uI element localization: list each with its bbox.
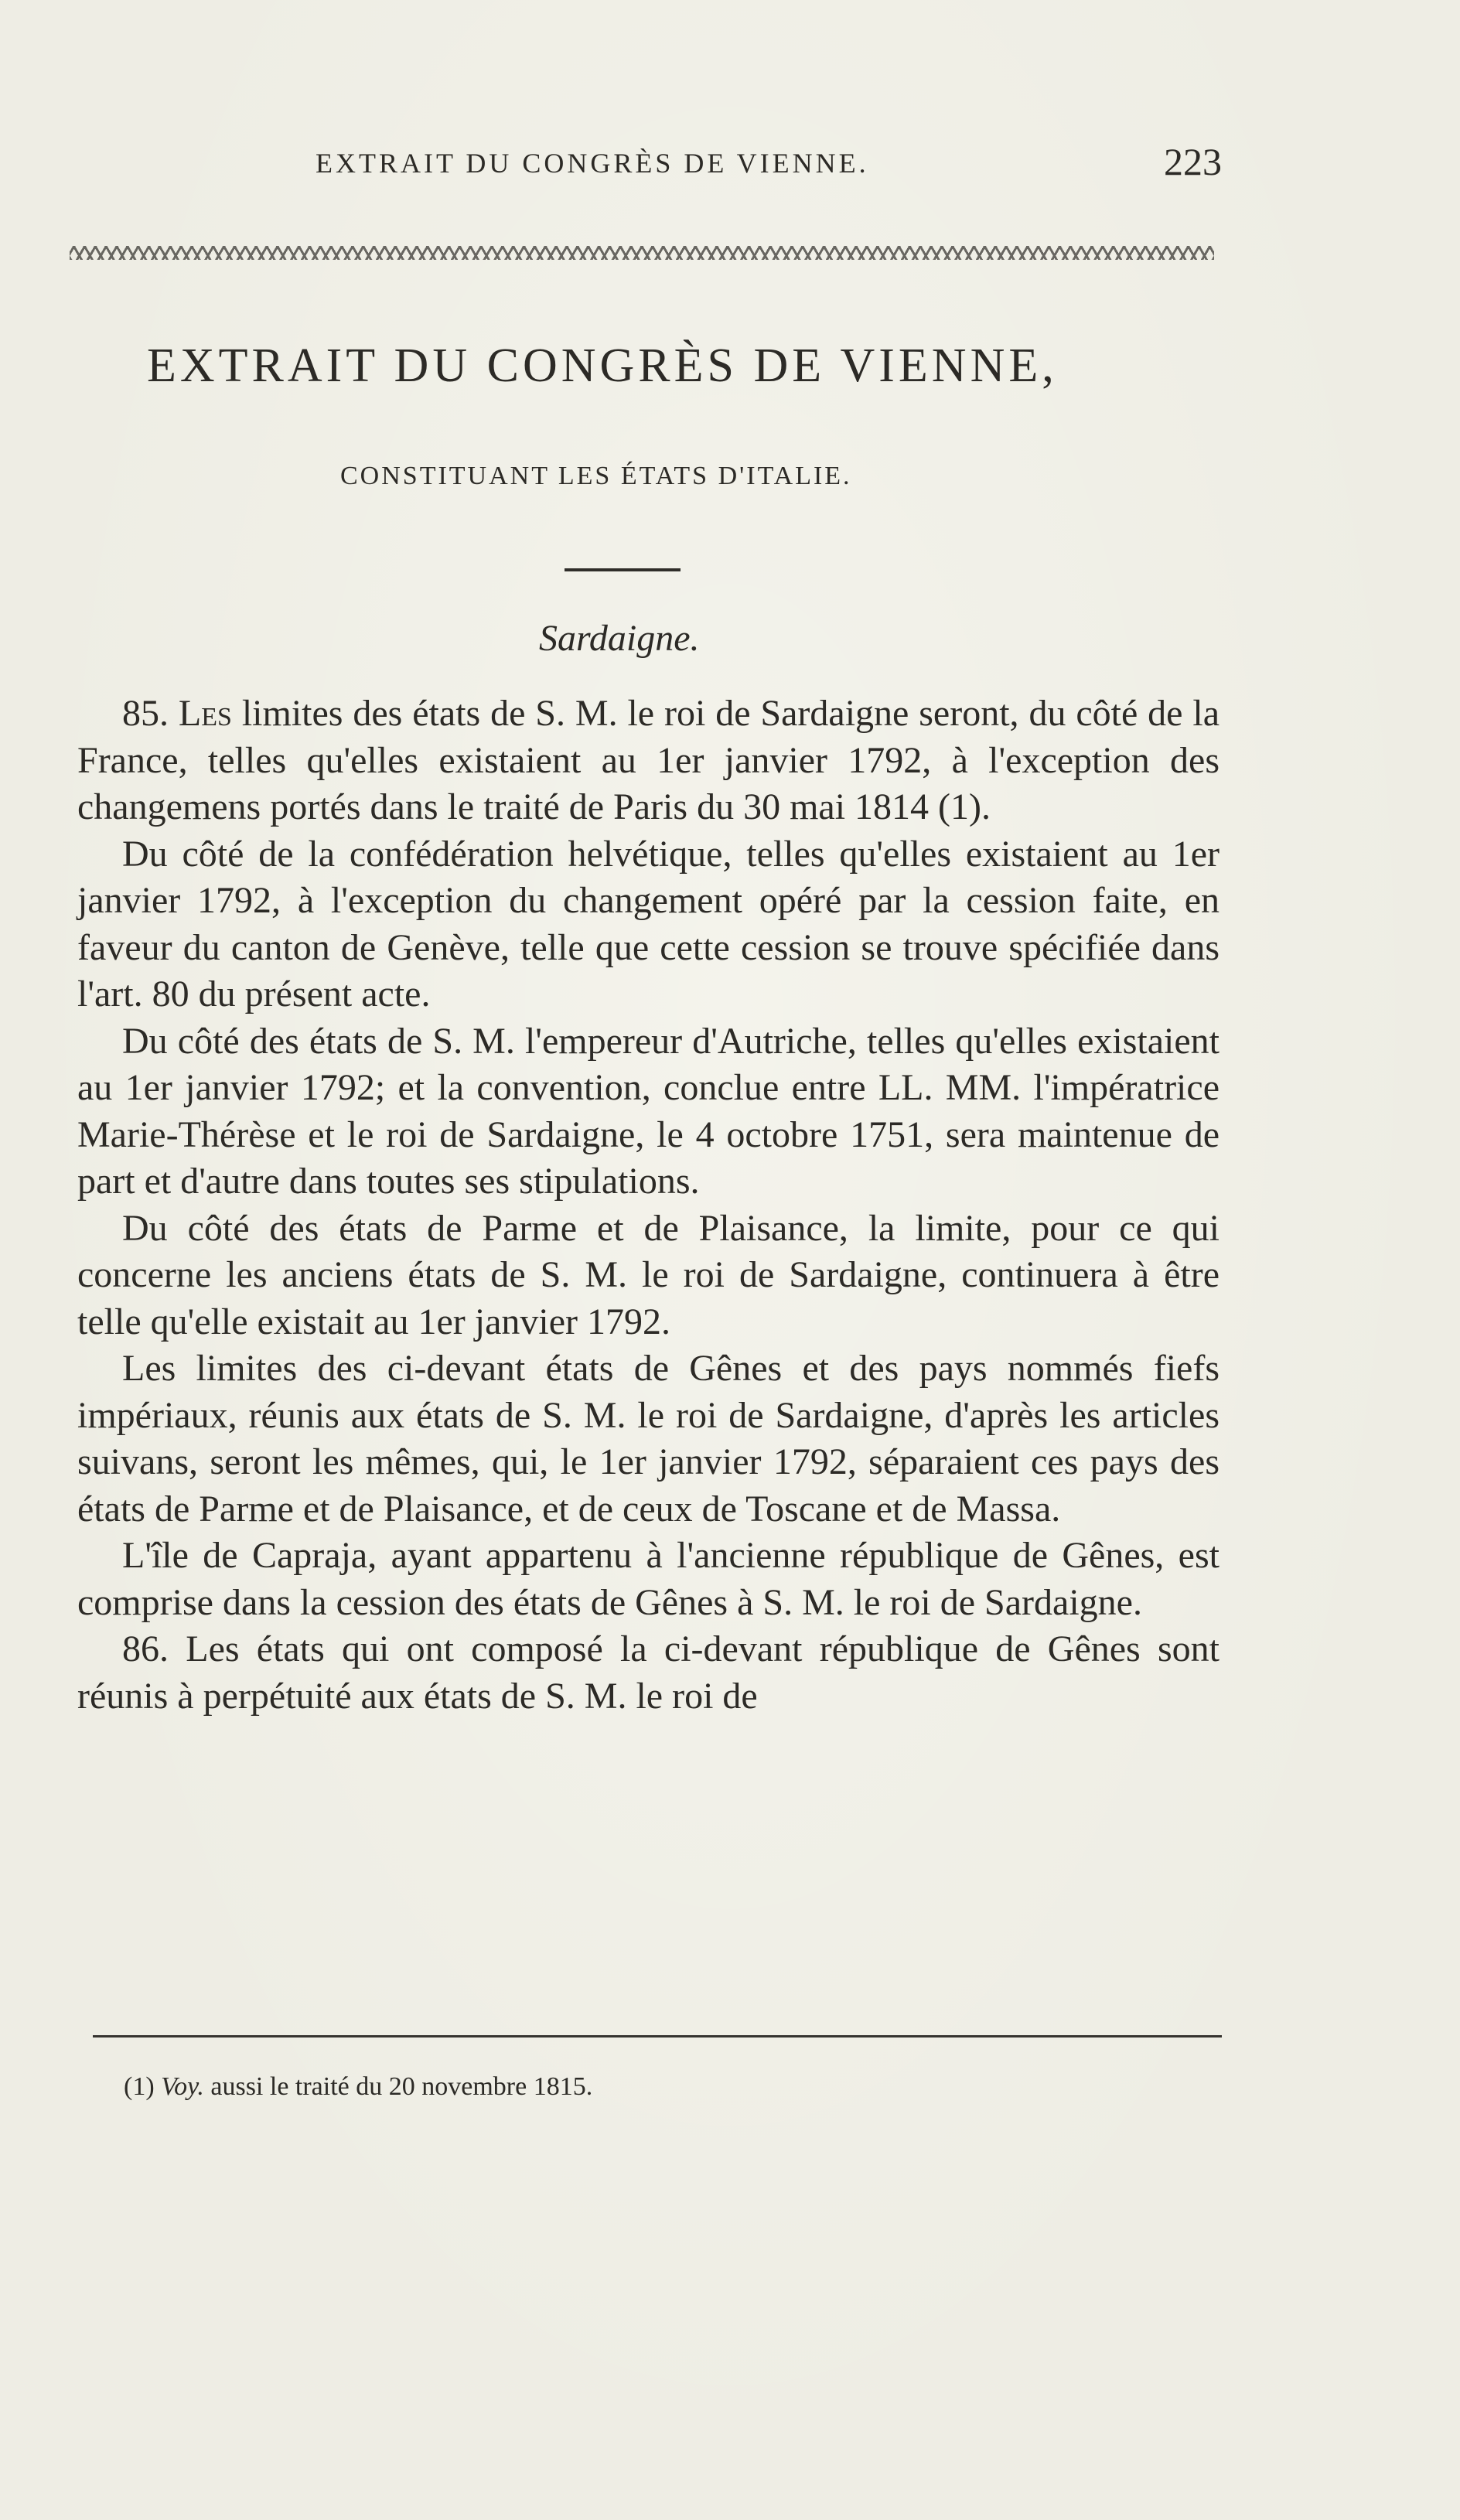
subtitle: CONSTITUANT LES ÉTATS D'ITALIE. bbox=[340, 462, 852, 490]
paragraph: L'île de Capraja, ayant appartenu à l'ancienne république de Gênes, est comprise dans la cession des états de Gênes à S. M. le roi de Sardaigne. bbox=[77, 1535, 1220, 1623]
body-text bbox=[77, 691, 1220, 1720]
paragraph-86: 86. Les états qui ont composé la ci-devant république de Gênes sont réunis à perpétuité aux états de S. M. le roi de bbox=[77, 1628, 1220, 1717]
footnote-marker: (1) bbox=[124, 2072, 155, 2101]
running-title: EXTRAIT DU CONGRÈS DE VIENNE. bbox=[316, 148, 869, 179]
paragraph: Du côté des états de S. M. l'empereur d'Autriche, telles qu'elles existaient au 1er janvier 1792; et la convention, conclue entre LL. MM. l'impératrice Marie-Thérèse et le roi de Sardaigne, le 4 octobre 1751, sera maintenue de part et d'autre dans toutes ses stipulations. bbox=[77, 1020, 1220, 1202]
footnote-abbr: Voy. bbox=[161, 2072, 204, 2101]
article-number: 85. bbox=[122, 693, 169, 734]
main-title: EXTRAIT DU CONGRÈS DE VIENNE, bbox=[147, 339, 1058, 392]
paragraph: Du côté de la confédération helvétique, telles qu'elles existaient au 1er janvier 1792, à l'exception du changement opéré par la cession faite, en faveur du canton de Genève, telle que cette cession se trouve spécifiée dans l'art. 80 du présent acte. bbox=[77, 833, 1220, 1014]
paragraph: Du côté des états de Parme et de Plaisance, la limite, pour ce qui concerne les anciens états de S. M. le roi de Sardaigne, continuera à être telle qu'elle existait au 1er janvier 1792. bbox=[77, 1207, 1220, 1342]
lead-word: Les bbox=[178, 693, 232, 734]
footnote bbox=[124, 2072, 592, 2102]
page-number: 223 bbox=[1164, 140, 1222, 183]
footnote-rule bbox=[93, 2035, 1222, 2037]
running-head bbox=[77, 139, 1222, 201]
paragraph-85 bbox=[77, 691, 1220, 831]
paragraph-text: limites des états de S. M. le roi de Sardaigne seront, du côté de la France, telles qu'elles existaient au 1er janvier 1792, à l'exception des changemens portés dans le traité de Paris du 30 mai 1814 (1). bbox=[77, 693, 1220, 827]
footnote-text: aussi le traité du 20 novembre 1815. bbox=[210, 2072, 593, 2101]
section-heading: Sardaigne. bbox=[539, 618, 700, 659]
title-rule bbox=[565, 568, 681, 571]
ornamental-divider bbox=[70, 246, 1214, 260]
paragraph: Les limites des ci-devant états de Gênes et des pays nommés fiefs impériaux, réunis aux états de S. M. le roi de Sardaigne, d'après les articles suivans, seront les mêmes, qui, le 1er janvier 1792, séparaient ces pays des états de Parme et de Plaisance, et de ceux de Toscane et de Massa. bbox=[77, 1348, 1220, 1529]
